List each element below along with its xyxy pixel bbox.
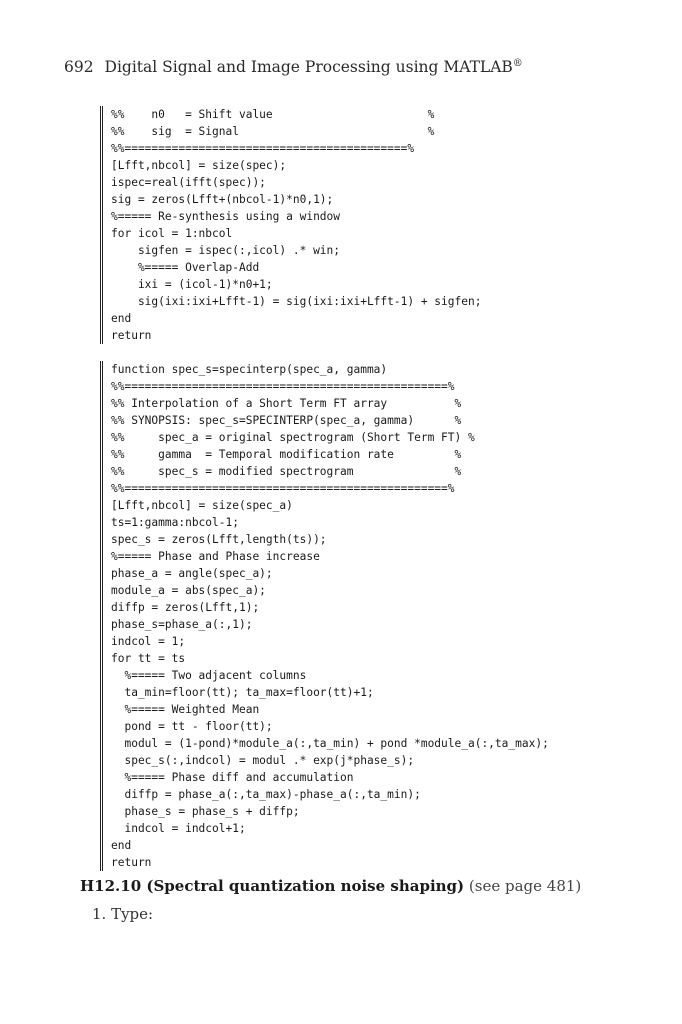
code-line: ixi = (icol-1)*n0+1; [111, 278, 273, 291]
code-line: module_a = abs(spec_a); [111, 584, 266, 597]
code-listing-specinterp [100, 361, 549, 871]
code-line: diffp = phase_a(:,ta_max)-phase_a(:,ta_min); [111, 788, 421, 801]
code-line: sig(ixi:ixi+Lfft-1) = sig(ixi:ixi+Lfft-1) + sigfen; [111, 295, 482, 308]
code-line: %% spec_s = modified spectrogram % [111, 465, 462, 478]
code-line: %===== Re-synthesis using a window [111, 210, 341, 223]
code-line: ta_min=floor(tt); ta_max=floor(tt)+1; [111, 686, 374, 699]
code-line: diffp = zeros(Lfft,1); [111, 601, 260, 614]
code-line: end [111, 839, 132, 852]
code-line: %%================================================% [111, 482, 455, 495]
code-line: %% SYNOPSIS: spec_s=SPECINTERP(spec_a, gamma) % [111, 414, 462, 427]
code-line: %% n0 = Shift value % [111, 108, 435, 121]
running-title: Digital Signal and Image Processing using MATLAB [104, 58, 513, 77]
code-line: ts=1:gamma:nbcol-1; [111, 516, 239, 529]
code-line: %===== Phase diff and accumulation [111, 771, 354, 784]
code-line: %% gamma = Temporal modification rate % [111, 448, 462, 461]
registered-mark: ® [512, 58, 523, 69]
code-line: sig = zeros(Lfft+(nbcol-1)*n0,1); [111, 193, 334, 206]
code-line: [Lfft,nbcol] = size(spec_a) [111, 499, 293, 512]
code-line: %===== Weighted Mean [111, 703, 260, 716]
code-line: return [111, 329, 152, 342]
code-line: function spec_s=specinterp(spec_a, gamma) [111, 363, 388, 376]
code-line: %% Interpolation of a Short Term FT array % [111, 397, 462, 410]
code-line: %%================================================% [111, 380, 455, 393]
code-line: phase_s=phase_a(:,1); [111, 618, 253, 631]
code-line: %% sig = Signal % [111, 125, 435, 138]
page-reference: (see page 481) [468, 877, 582, 895]
code-line: %===== Phase and Phase increase [111, 550, 320, 563]
code-line: for icol = 1:nbcol [111, 227, 233, 240]
code-line: sigfen = ispec(:,icol) .* win; [111, 244, 341, 257]
code-line: return [111, 856, 152, 869]
code-line: indcol = 1; [111, 635, 186, 648]
page-number: 692 [64, 58, 94, 77]
page-header [64, 58, 523, 76]
code-line: %%==========================================% [111, 142, 415, 155]
code-listing-overlap-add [100, 106, 481, 344]
list-item: 1. Type: [92, 905, 154, 923]
code-line: phase_a = angle(spec_a); [111, 567, 273, 580]
code-line: spec_s = zeros(Lfft,length(ts)); [111, 533, 327, 546]
section-heading [80, 877, 581, 895]
code-line: pond = tt - floor(tt); [111, 720, 273, 733]
exercise-title: H12.10 (Spectral quantization noise shaping) [80, 877, 465, 895]
code-line: indcol = indcol+1; [111, 822, 246, 835]
code-line: %% spec_a = original spectrogram (Short Term FT) % [111, 431, 475, 444]
code-line: ispec=real(ifft(spec)); [111, 176, 266, 189]
code-line: modul = (1-pond)*module_a(:,ta_min) + pond *module_a(:,ta_max); [111, 737, 549, 750]
code-line: end [111, 312, 132, 325]
code-line: phase_s = phase_s + diffp; [111, 805, 300, 818]
code-line: for tt = ts [111, 652, 186, 665]
code-line: %===== Overlap-Add [111, 261, 260, 274]
code-line: [Lfft,nbcol] = size(spec); [111, 159, 287, 172]
code-line: spec_s(:,indcol) = modul .* exp(j*phase_s); [111, 754, 415, 767]
code-line: %===== Two adjacent columns [111, 669, 307, 682]
